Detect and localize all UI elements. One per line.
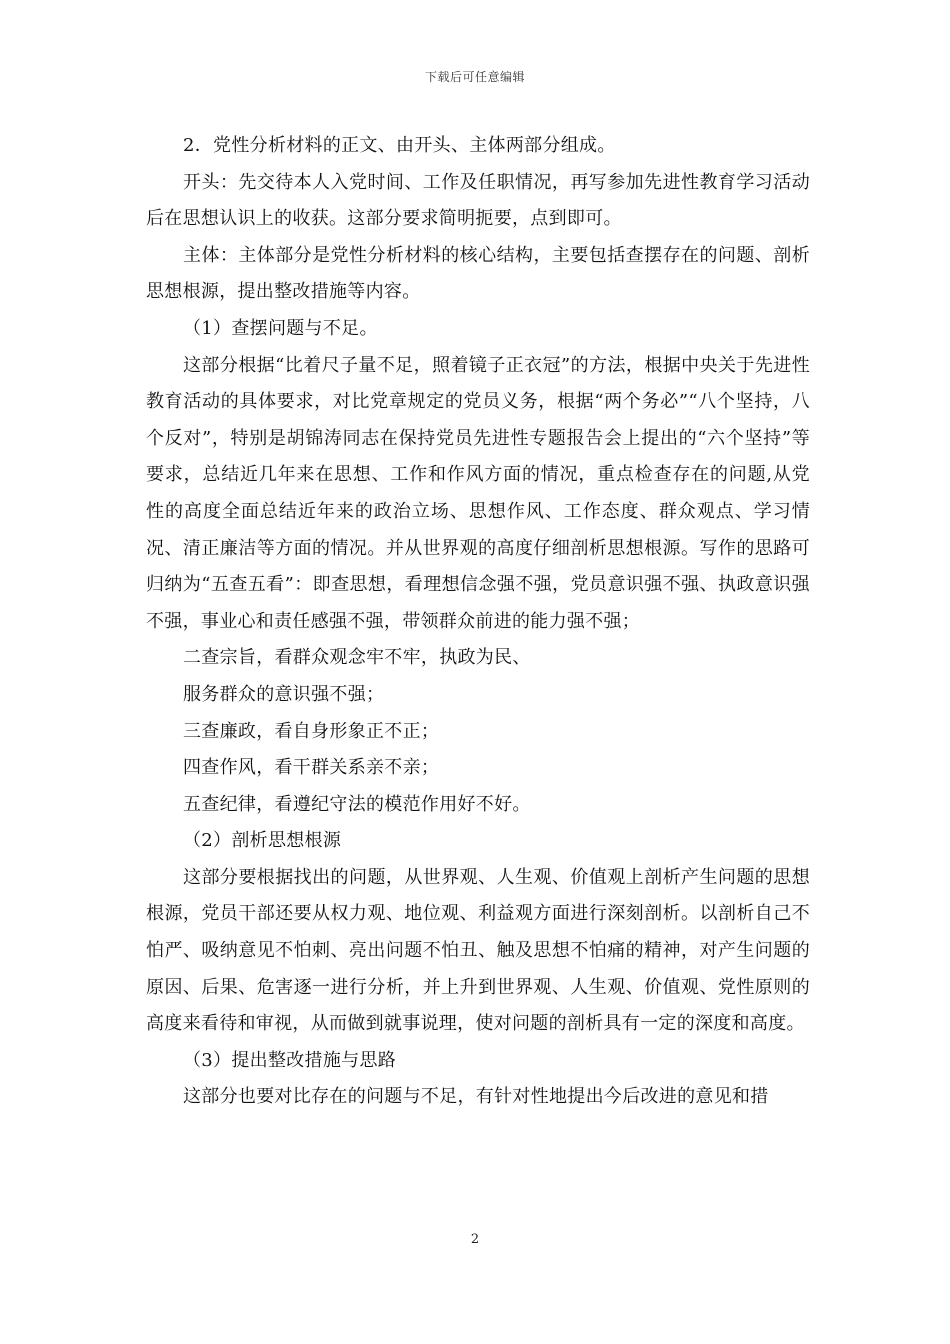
paragraph-measures: 这部分也要对比存在的问题与不足，有针对性地提出今后改进的意见和措 — [183, 1086, 769, 1108]
list-item-check-2: 二查宗旨，看群众观念牢不牢，执政为民、 — [183, 647, 531, 669]
page-number: 2 — [470, 1232, 480, 1247]
subheading-2: （2）剖析思想根源 — [183, 830, 342, 852]
document-body — [146, 128, 810, 1116]
paragraph-main-body: 主体：主体部分是党性分析材料的核心结构，主要包括查摆存在的问题、剖析思想根源，提出整改措施等内容。 — [146, 244, 810, 303]
list-item-check-5: 五查纪律，看遵纪守法的模范作用好不好。 — [183, 793, 531, 815]
list-item-check-4: 四查作风，看干群关系亲不亲； — [183, 757, 440, 779]
paragraph-roots: 这部分要根据找出的问题，从世界观、人生观、价值观上剖析产生问题的思想根源，党员干部还要从权力观、地位观、利益观方面进行深刻剖析。以剖析自己不怕严、吸纳意见不怕刺、亮出问题不怕丑、触及思想不怕痛的精神，对产生问题的原因、后果、危害逐一进行分析，并上升到世界观、人生观、价值观、党性原则的高度来看待和审视，从而做到就事说理，使对问题的剖析具有一定的深度和高度。 — [146, 866, 810, 1035]
subheading-3: （3）提出整改措施与思路 — [183, 1049, 397, 1071]
paragraph-opening: 开头：先交待本人入党时间、工作及任职情况，再写参加先进性教育学习活动后在思想认识上的收获。这部分要求简明扼要，点到即可。 — [146, 171, 810, 230]
paragraph-problems: 这部分根据“比着尺子量不足，照着镜子正衣冠”的方法，根据中央关于先进性教育活动的具体要求，对比党章规定的党员义务，根据“两个务必”“八个坚持，八个反对”，特别是胡锦涛同志在保持党员先进性专题报告会上提出的“六个坚持”等要求，总结近几年来在思想、工作和作风方面的情况，重点检查存在的问题,从党性的高度全面总结近年来的政治立场、思想作风、工作态度、群众观点、学习情况、清正廉洁等方面的情况。并从世界观的高度仔细剖析思想根源。写作的思路可归纳为“五查五看”：即查思想，看理想信念强不强，党员意识强不强、执政意识强不强，事业心和责任感强不强，带领群众前进的能力强不强； — [146, 354, 810, 632]
subheading-1: （1）查摆问题与不足。 — [183, 317, 378, 339]
paragraph-section-2-title: 2．党性分析材料的正文、由开头、主体两部分组成。 — [183, 135, 616, 156]
list-item-check-2-cont: 服务群众的意识强不强； — [183, 683, 385, 705]
list-item-check-3: 三查廉政，看自身形象正不正； — [183, 720, 440, 742]
page-header-note: 下载后可任意编辑 — [424, 70, 525, 84]
